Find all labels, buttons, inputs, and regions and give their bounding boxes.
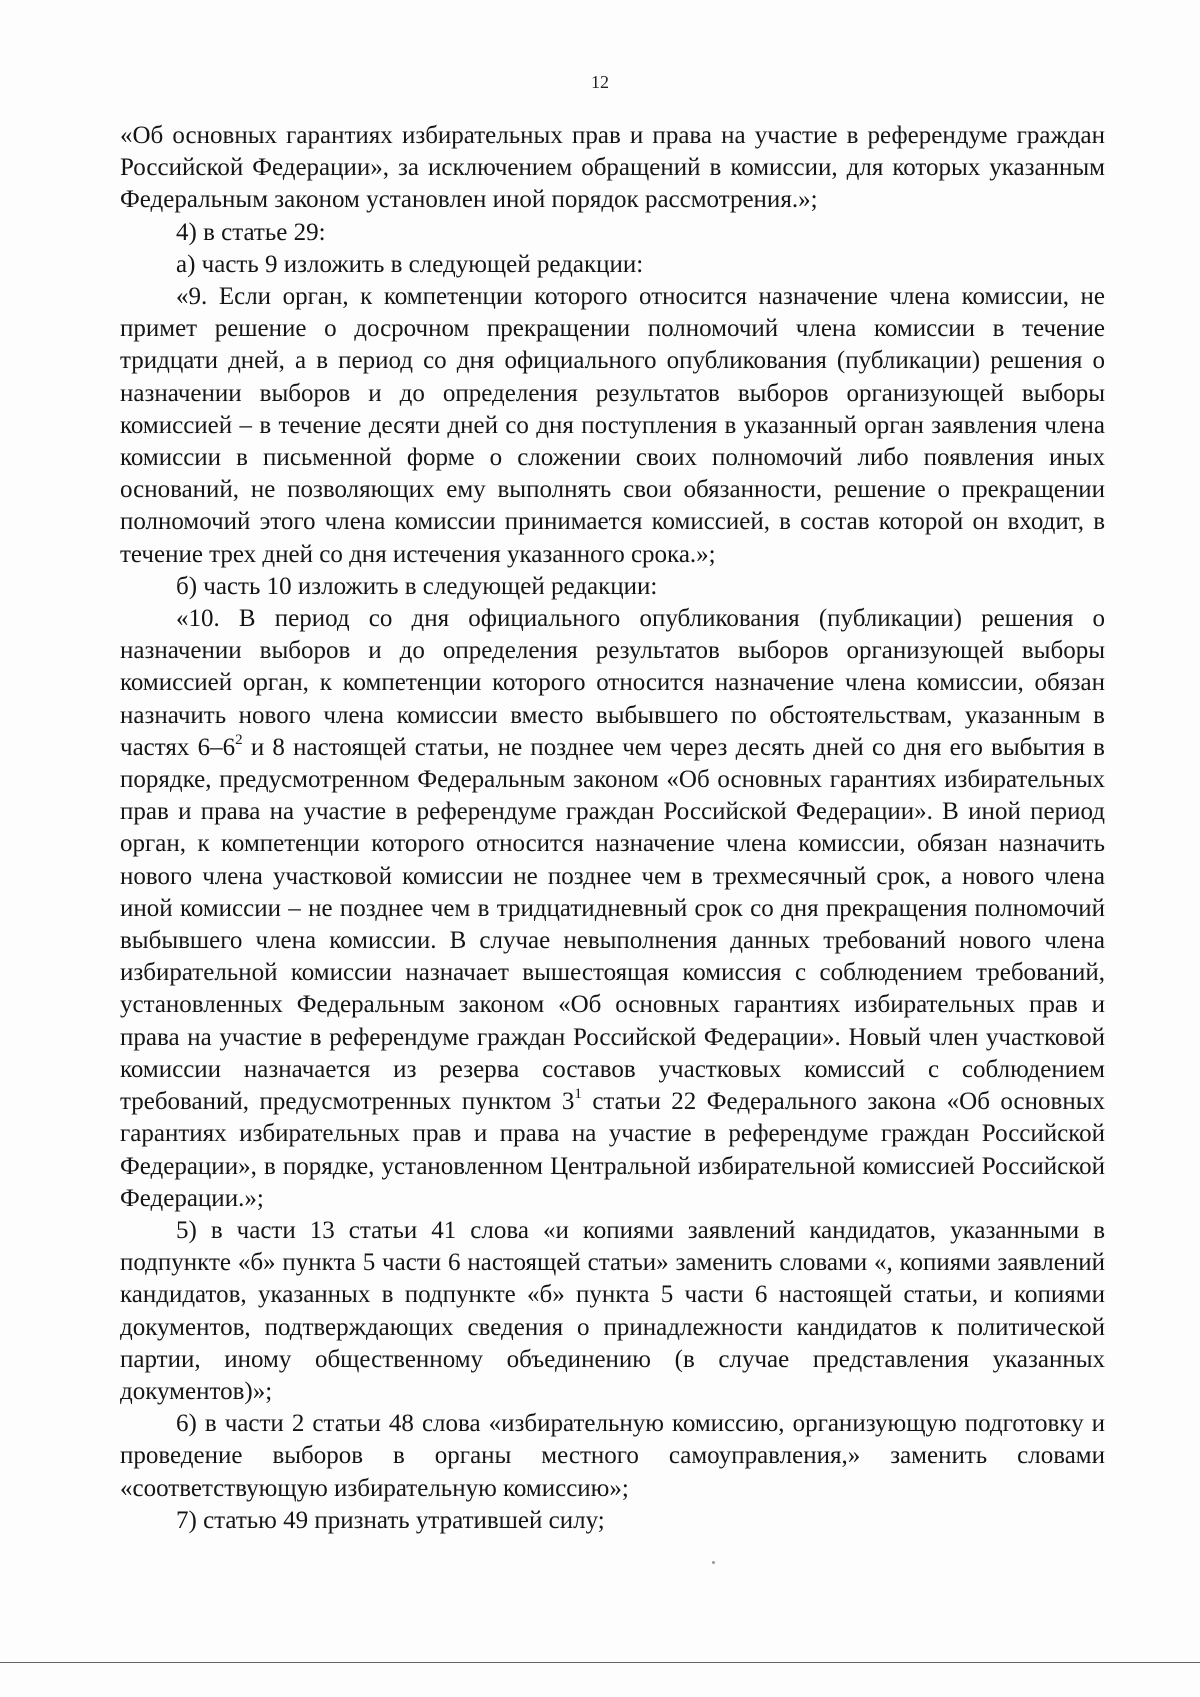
paragraph-item-4b: б) часть 10 изложить в следующей редакции:: [176, 572, 658, 600]
superscript-2: 2: [235, 731, 243, 748]
part-10-text-1: «10. В период со дня официального опубликования (публикации) решения о назначении выборов и до определения результатов выборов организующей выборы комиссией орган, к компетенции которого относится назначение члена комиссии, обязан назначить нового члена комиссии вместо выбывшего по обстоятельствам, указанным в частях 6–6: [120, 605, 1105, 761]
part-10-text-2: и 8 настоящей статьи, не позднее чем через десять дней со дня его выбытия в порядке, предусмотренном Федеральным законом «Об основных гарантиях избирательных прав и права на участие в референдуме граждан Российской Федерации». В иной период орган, к компетенции которого относится назначение члена комиссии, обязан назначить нового члена участковой комиссии не позднее чем в трехмесячный срок, а нового члена иной комиссии – не позднее чем в тридцатидневный срок со дня прекращения полномочий выбывшего члена комиссии. В случае невыполнения данных требований нового члена избирательной комиссии назначает вышестоящая комиссия с соблюдением требований, установленных Федеральным законом «Об основных гарантиях избирательных прав и права на участие в референдуме граждан Российской Федерации». Новый член участковой комиссии назначается из резерва составов участковых комиссий с соблюдением требований, предусмотренных пунктом 3: [120, 733, 1105, 1116]
scan-speck: [712, 1561, 715, 1564]
scan-bottom-edge: [0, 1662, 1200, 1663]
document-body: [120, 120, 1105, 1537]
paragraph-item-4: 4) в статье 29:: [176, 218, 326, 246]
part-10-text-3: статьи 22 Федерального закона «Об основных гарантиях избирательных прав и права на участие в референдуме граждан Российской Федерации», в порядке, установленном Центральной избирательной комиссией Российской Федерации.»;: [120, 1088, 1105, 1212]
superscript-1: 1: [574, 1085, 582, 1102]
paragraph-part-10-text: [120, 603, 1105, 1215]
paragraph-item-4a: а) часть 9 изложить в следующей редакции:: [176, 250, 644, 278]
paragraph-continuation: «Об основных гарантиях избирательных прав и права на участие в референдуме граждан Российской Федерации», за исключением обращений в комиссии, для которых указанным Федеральным законом установлен иной порядок рассмотрения.»;: [120, 122, 1105, 214]
paragraph-item-6: 6) в части 2 статьи 48 слова «избирательную комиссию, организующую подготовку и проведение выборов в органы местного самоуправления,» заменить словами «соответствующую избирательную комиссию»;: [120, 1410, 1105, 1502]
paragraph-item-7: 7) статью 49 признать утратившей силу;: [176, 1506, 605, 1534]
page-number: 12: [591, 72, 609, 92]
paragraph-part-9-text: «9. Если орган, к компетенции которого относится назначение члена комиссии, не примет решение о досрочном прекращении полномочий члена комиссии в течение тридцати дней, а в период со дня официального опубликования (публикации) решения о назначении выборов и до определения результатов выборов организующей выборы комиссией – в течение десяти дней со дня поступления в указанный орган заявления члена комиссии в письменной форме о сложении своих полномочий либо появления иных оснований, не позволяющих ему выполнять свои обязанности, решение о прекращении полномочий этого члена комиссии принимается комиссией, в состав которой он входит, в течение трех дней со дня истечения указанного срока.»;: [120, 283, 1105, 568]
paragraph-item-5: 5) в части 13 статьи 41 слова «и копиями заявлений кандидатов, указанными в подпункте «б» пункта 5 части 6 настоящей статьи» заменить словами «, копиями заявлений кандидатов, указанных в подпункте «б» пункта 5 части 6 настоящей статьи, и копиями документов, подтверждающих сведения о принадлежности кандидатов к политической партии, иному общественному объединению (в случае представления указанных документов)»;: [120, 1216, 1105, 1405]
